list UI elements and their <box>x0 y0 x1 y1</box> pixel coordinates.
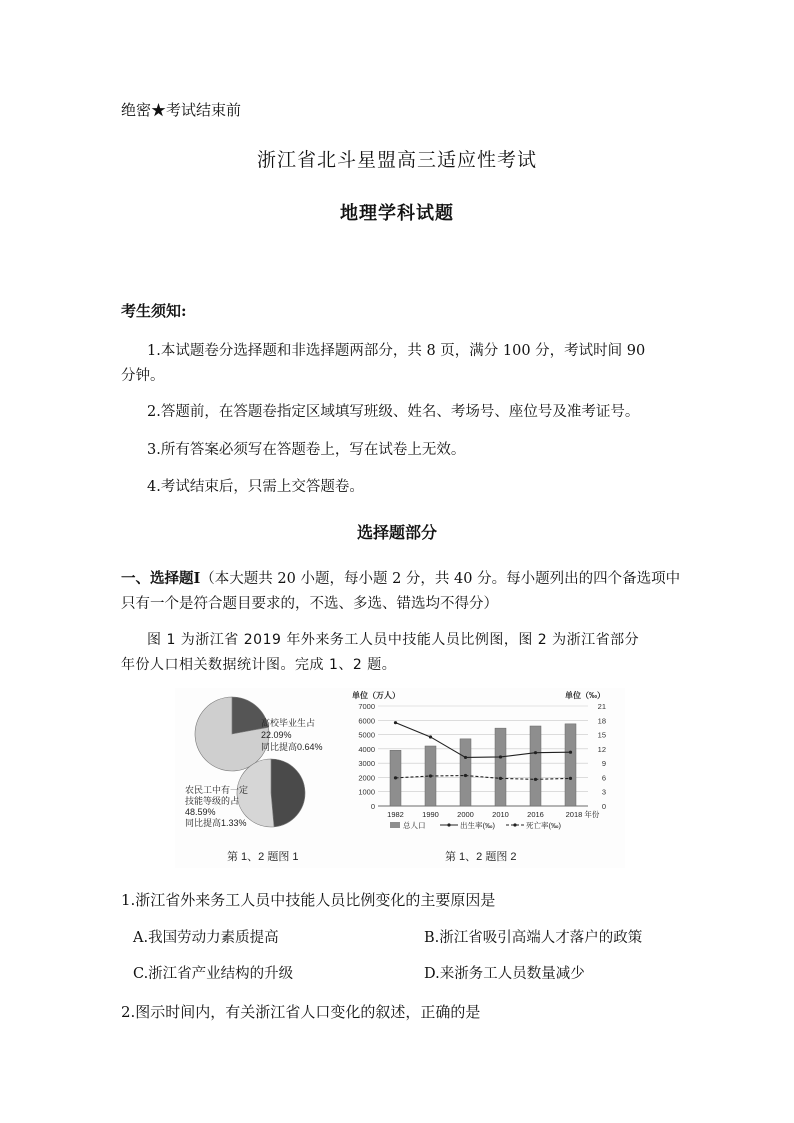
death-rate-point <box>534 778 537 781</box>
right-tick-label: 3 <box>601 787 606 797</box>
question-1-option-a: A.我国劳动力素质提高 <box>133 930 279 946</box>
pie-2-label-line-4: 同比提高1.33% <box>185 818 247 828</box>
left-axis-label: 单位（万人） <box>352 691 400 700</box>
legend-swatch-birth-dot <box>447 823 450 826</box>
notice-item-1: 1.本试题卷分选择题和非选择题两部分，共 8 页，满分 100 分，考试时间 90 <box>147 343 646 359</box>
pie-1 <box>195 697 269 771</box>
x-tick-label: 2018 年份 <box>565 810 600 819</box>
pie-1-label-line-1: 高校毕业生占 <box>261 718 316 728</box>
birth-rate-line <box>396 723 571 758</box>
notice-item-1-cont: 分钟。 <box>121 368 165 384</box>
pie-2-slice-1 <box>271 759 305 827</box>
birth-rate-point <box>429 735 432 738</box>
right-axis-label: 单位（‰） <box>565 691 605 700</box>
exam-title: 浙江省北斗星盟高三适应性考试 <box>256 149 537 171</box>
birth-rate-point <box>394 721 397 724</box>
bar <box>495 728 506 806</box>
intro-line-2: 年份人口相关数据统计图。完成 1、2 题。 <box>121 657 397 673</box>
bar <box>565 724 576 806</box>
part-heading <box>121 566 681 617</box>
part-description: （本大题共 20 小题，每小题 2 分，共 40 分。每小题列出的四个备选项中只有一个是符合题目要求的，不选、多选、错选均不得分） <box>121 571 681 612</box>
x-tick-label: 2016 <box>527 810 544 819</box>
death-rate-point <box>464 774 467 777</box>
notice-item-4: 4.考试结束后，只需上交答题卷。 <box>147 479 364 495</box>
right-tick-label: 0 <box>601 802 606 811</box>
legend-label-birth: 出生率(‰) <box>460 821 495 830</box>
figure-area <box>175 688 625 868</box>
notice-item-3: 3.所有答案必须写在答题卷上，写在试卷上无效。 <box>147 442 466 458</box>
question-1-stem: 1.浙江省外来务工人员中技能人员比例变化的主要原因是 <box>121 891 496 909</box>
question-1-option-d: D.来浙务工人员数量减少 <box>424 966 585 982</box>
question-1-option-c: C.浙江省产业结构的升级 <box>133 966 294 982</box>
x-tick-label: 2010 <box>492 810 509 819</box>
birth-rate-point <box>569 751 572 754</box>
bar <box>530 726 541 806</box>
left-tick-label: 5000 <box>358 730 375 740</box>
left-tick-label: 0 <box>370 802 375 811</box>
secret-label: 绝密★考试结束前 <box>121 101 242 119</box>
death-rate-point <box>429 774 432 777</box>
part-label: 一、选择题Ⅰ <box>121 570 201 587</box>
death-rate-point <box>499 777 502 780</box>
left-tick-label: 1000 <box>358 787 375 797</box>
x-tick-label: 2000 <box>457 810 474 819</box>
right-tick-label: 9 <box>601 759 606 769</box>
section-heading: 选择题部分 <box>356 523 437 542</box>
question-2-stem: 2.图示时间内，有关浙江省人口变化的叙述，正确的是 <box>121 1003 481 1021</box>
left-tick-label: 4000 <box>358 744 375 754</box>
death-rate-point <box>394 776 397 779</box>
birth-rate-point <box>464 756 467 759</box>
legend-label-death: 死亡率(‰) <box>526 821 561 830</box>
right-tick-label: 12 <box>597 744 606 754</box>
x-tick-label: 1982 <box>387 810 404 819</box>
right-tick-label: 18 <box>597 716 606 726</box>
birth-rate-point <box>499 755 502 758</box>
right-tick-label: 15 <box>597 730 606 740</box>
birth-rate-point <box>534 751 537 754</box>
pie-2-label <box>185 785 248 829</box>
death-rate-point <box>569 777 572 780</box>
x-tick-label: 1990 <box>422 810 439 819</box>
left-tick-label: 3000 <box>358 759 375 769</box>
figure-2-caption: 第 1、2 题图 2 <box>445 851 517 863</box>
figure-2-chart <box>350 688 625 838</box>
right-tick-label: 21 <box>597 702 606 711</box>
pie-2-label-line-3: 48.59% <box>185 807 216 817</box>
left-tick-label: 6000 <box>358 716 375 726</box>
pie-1-label-line-3: 同比提高0.64% <box>261 742 323 752</box>
right-tick-label: 6 <box>601 773 606 783</box>
pie-2-label-line-1: 农民工中有一定 <box>185 785 249 795</box>
pie-1-label-line-2: 22.09% <box>261 730 292 740</box>
pie-2-label-line-2: 技能等级的占 <box>185 796 240 806</box>
legend-swatch-total <box>390 822 400 828</box>
subject-title: 地理学科试题 <box>340 203 454 224</box>
notice-item-2: 2.答题前，在答题卷指定区域填写班级、姓名、考场号、座位号及准考证号。 <box>147 404 640 420</box>
bar <box>460 739 471 806</box>
left-tick-label: 2000 <box>358 773 375 783</box>
legend-swatch-death-dot <box>513 823 516 826</box>
left-tick-label: 7000 <box>358 702 375 711</box>
question-1-option-b: B.浙江省吸引高端人才落户的政策 <box>424 930 643 946</box>
figure-1-caption: 第 1、2 题图 1 <box>227 851 299 863</box>
legend-label-total: 总人口 <box>403 821 426 830</box>
intro-line-1: 图 1 为浙江省 2019 年外来务工人员中技能人员比例图，图 2 为浙江省部分 <box>147 632 640 648</box>
pie-1-label <box>261 717 323 753</box>
notice-heading: 考生须知: <box>121 302 187 320</box>
